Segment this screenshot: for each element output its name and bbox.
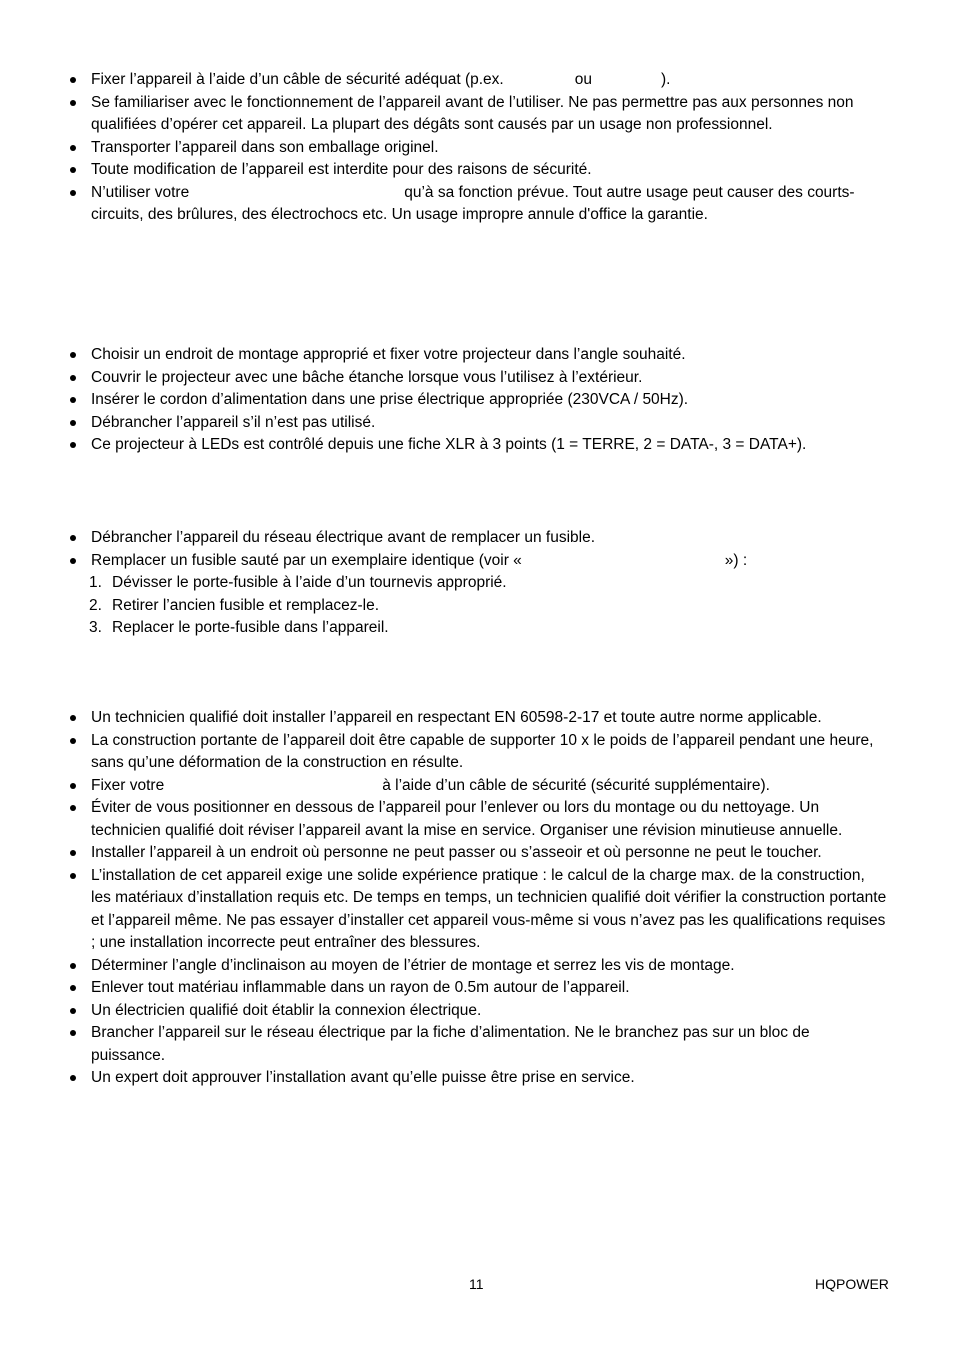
list-item: 3. Replacer le porte-fusible dans l’appareil. [89, 619, 389, 636]
list-item: Remplacer un fusible sauté par un exemplaire identique (voir « ») : 1. Dévisser le porte-fusible à l’aide d’un tournevis approprié. 2. Retirer l’ancien fusible et remplacez-le. 3. Replacer le porte-fusible dans l’appareil. [67, 550, 887, 640]
list-item: 1. Dévisser le porte-fusible à l’aide d’un tournevis approprié. [89, 574, 507, 591]
safety-list [67, 69, 887, 227]
usage-list [67, 344, 887, 457]
list-item: Insérer le cordon d’alimentation dans une prise électrique appropriée (230VCA / 50Hz). [67, 389, 887, 412]
list-item: Débrancher l’appareil s’il n’est pas utilisé. [67, 412, 887, 435]
list-item: Un électricien qualifié doit établir la connexion électrique. [67, 1000, 887, 1023]
list-item: Débrancher l’appareil du réseau électrique avant de remplacer un fusible. [67, 527, 887, 550]
page-number: 11 [469, 1276, 484, 1292]
list-item: Fixer l’appareil à l’aide d’un câble de sécurité adéquat (p.ex. ou ). [67, 69, 887, 92]
list-item: Fixer votre à l’aide d’un câble de sécurité (sécurité supplémentaire). [67, 775, 887, 798]
list-item: Couvrir le projecteur avec une bâche étanche lorsque vous l’utilisez à l’extérieur. [67, 367, 887, 390]
list-item: Toute modification de l’appareil est interdite pour des raisons de sécurité. [67, 159, 887, 182]
list-item: Déterminer l’angle d’inclinaison au moyen de l’étrier de montage et serrez les vis de montage. [67, 955, 887, 978]
list-item: N’utiliser votre qu’à sa fonction prévue. Tout autre usage peut causer des courts-circuits, des brûlures, des électrochocs etc. Un usage impropre annule d'office la garantie. [67, 182, 887, 227]
installation-list [67, 707, 887, 1090]
list-item: Choisir un endroit de montage approprié et fixer votre projecteur dans l’angle souhaité. [67, 344, 887, 367]
fuse-steps [67, 572, 887, 640]
list-item: L’installation de cet appareil exige une solide expérience pratique : le calcul de la charge max. de la construction, les matériaux d’installation requis etc. De temps en temps, un technicien qualifié doit vérifier la construction portante et l’appareil même. Ne pas essayer d’installer cet appareil vous-même si vous n’avez pas les qualifications requises ; une installation incorrecte peut entraîner des blessures. [67, 865, 887, 955]
list-item: La construction portante de l’appareil doit être capable de supporter 10 x le poids de l’appareil pendant une heure, sans qu’une déformation de la construction en résulte. [67, 730, 887, 775]
list-item: Éviter de vous positionner en dessous de l’appareil pour l’enlever ou lors du montage ou du nettoyage. Un technicien qualifié doit réviser l’appareil avant la mise en service. Organiser une révision minutieuse annuelle. [67, 797, 887, 842]
list-item: Transporter l’appareil dans son emballage originel. [67, 137, 887, 160]
list-item: Installer l’appareil à un endroit où personne ne peut passer ou s’asseoir et où personne ne peut le toucher. [67, 842, 887, 865]
list-item: 2. Retirer l’ancien fusible et remplacez-le. [89, 596, 380, 614]
list-item: Se familiariser avec le fonctionnement de l’appareil avant de l’utiliser. Ne pas permettre pas aux personnes non qualifiées d’opérer cet appareil. La plupart des dégâts sont causés par un usage non professionnel. [67, 92, 887, 137]
list-item: Ce projecteur à LEDs est contrôlé depuis une fiche XLR à 3 points (1 = TERRE, 2 = DATA-, 3 = DATA+). [67, 434, 887, 457]
fuse-list [67, 527, 887, 640]
list-item: Un technicien qualifié doit installer l’appareil en respectant EN 60598-2-17 et toute autre norme applicable. [67, 707, 887, 730]
list-item: Brancher l’appareil sur le réseau électrique par la fiche d’alimentation. Ne le branchez pas sur un bloc de puissance. [67, 1022, 887, 1067]
brand-name: HQPOWER [815, 1276, 889, 1292]
list-item: Enlever tout matériau inflammable dans un rayon de 0.5m autour de l’appareil. [67, 977, 887, 1000]
list-item: Un expert doit approuver l’installation avant qu’elle puisse être prise en service. [67, 1067, 887, 1090]
